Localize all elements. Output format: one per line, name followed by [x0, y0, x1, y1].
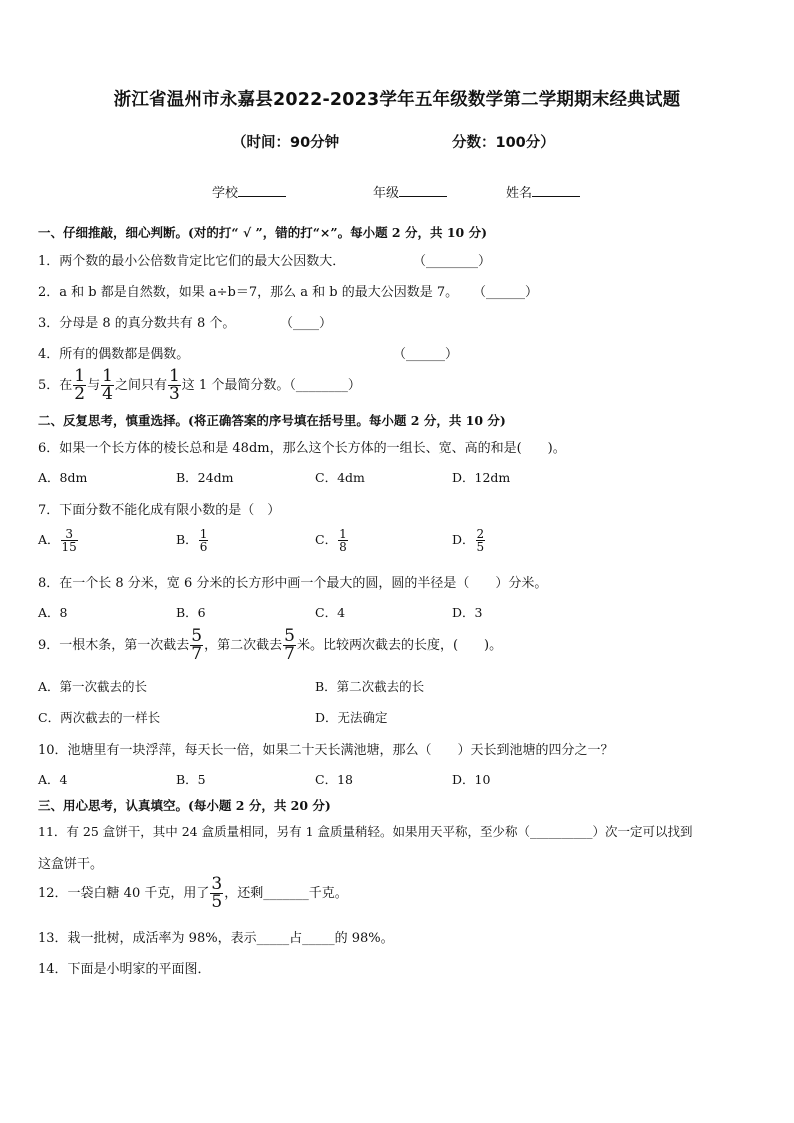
fraction-third: $\frac{1}{3}$	[168, 366, 180, 404]
q7-option-c: C． $\frac{1}{8}$	[315, 527, 347, 554]
q9-option-c: C．两次截去的一样长	[38, 710, 161, 725]
question-1: 1．两个数的最小公倍数肯定比它们的最大公因数大．	[38, 254, 346, 269]
q5-text-d: 这 1 个最简分数。（________）	[181, 378, 361, 393]
q9-option-a: A．第一次截去的长	[38, 679, 148, 694]
q10-option-c: C．18	[315, 772, 353, 787]
question-6: 6．如果一个长方体的棱长总和是 48dm，那么这个长方体的一组长、宽、高的和是( )。	[38, 441, 566, 456]
grade-label: 年级	[373, 186, 400, 201]
grade-blank	[399, 184, 447, 197]
fraction-5-7-b: $\frac{5}{7}$	[284, 626, 295, 664]
question-11-cont: 这盒饼干。	[38, 857, 104, 872]
school-field	[212, 182, 286, 201]
exam-score: 分数：100分）	[452, 135, 555, 151]
question-13: 13．栽一批树，成活率为 98%，表示_____占_____的 98%。	[38, 931, 394, 946]
fraction-1-8: $\frac{1}{8}$	[339, 527, 347, 554]
question-1-answer: （________）	[413, 254, 492, 269]
grade-field	[373, 182, 447, 201]
section-3-heading: 三、用心思考，认真填空。(每小题 2 分，共 20 分)	[38, 798, 331, 813]
question-10: 10．池塘里有一块浮萍，每天长一倍，如果二十天长满池塘，那么（ ）天长到池塘的四分之一？	[38, 743, 614, 758]
question-11: 11．有 25 盒饼干，其中 24 盒质量相同，另有 1 盒质量稍轻。如果用天平称，至少称（__________）次一定可以找到	[38, 824, 693, 839]
fraction-3-5: $\frac{3}{5}$	[211, 874, 223, 912]
q9-option-d: D．无法确定	[315, 710, 388, 725]
fraction-half: $\frac{1}{2}$	[74, 366, 86, 404]
q5-text-b: 与	[87, 378, 101, 393]
school-label: 学校	[212, 186, 239, 201]
question-9: 9．一根木条，第一次截去 $\frac{5}{7}$ ，第二次截去 $\frac{5}{7}$ 米。比较两次截去的长度，( )。	[38, 626, 503, 664]
fraction-quarter: $\frac{1}{4}$	[102, 366, 113, 404]
q7-option-b: B． $\frac{1}{6}$	[176, 527, 208, 554]
question-3-answer: （____）	[280, 316, 333, 331]
question-4: 4．所有的偶数都是偶数。	[38, 347, 190, 362]
question-7: 7．下面分数不能化成有限小数的是（ ）	[38, 503, 281, 518]
page-title: 浙江省温州市永嘉县2022-2023学年五年级数学第二学期期末经典试题	[113, 90, 681, 110]
exam-time: （时间：90分钟	[232, 135, 340, 151]
q8-option-c: C．4	[315, 605, 346, 620]
name-blank	[532, 184, 580, 197]
q5-text-c: 之间只有	[114, 378, 167, 393]
question-5	[38, 368, 361, 403]
question-12: 12．一袋白糖 40 千克，用了 $\frac{3}{5}$ ，还剩_______千克。	[38, 874, 348, 912]
question-3: 3．分母是 8 的真分数共有 8 个。	[38, 316, 236, 331]
q6-option-c: C．4dm	[315, 470, 365, 485]
q7-option-d: D． $\frac{2}{5}$	[452, 527, 485, 554]
q9-option-b: B．第二次截去的长	[315, 679, 425, 694]
section-2-heading: 二、反复思考，慎重选择。(将正确答案的序号填在括号里。每小题 2 分，共 10 分)	[38, 413, 506, 428]
fraction-5-7-a: $\frac{5}{7}$	[191, 626, 203, 664]
name-field	[506, 182, 580, 201]
q5-text-a: 5．在	[38, 378, 73, 393]
question-2: 2．a 和 b 都是自然数，如果 a÷b＝7，那么 a 和 b 的最大公因数是 7。	[38, 285, 459, 300]
q8-option-a: A．8	[38, 605, 68, 620]
fraction-1-6: $\frac{1}{6}$	[199, 527, 208, 554]
q8-option-b: B．6	[176, 605, 206, 620]
q10-option-a: A．4	[38, 772, 68, 787]
q6-option-a: A．8dm	[38, 470, 88, 485]
fraction-2-5: $\frac{2}{5}$	[476, 527, 485, 554]
question-14: 14．下面是小明家的平面图．	[38, 962, 211, 977]
question-2-answer: （______）	[473, 285, 539, 300]
school-blank	[238, 184, 286, 197]
section-1-heading: 一、仔细推敲，细心判断。(对的打“ √ ”，错的打“×”。每小题 2 分，共 10 分)	[38, 225, 487, 240]
question-4-answer: （______）	[393, 347, 459, 362]
q10-option-b: B．5	[176, 772, 206, 787]
q6-option-b: B．24dm	[176, 470, 234, 485]
name-label: 姓名	[506, 186, 533, 201]
fraction-3-15: $\frac{3}{15}$	[61, 527, 77, 554]
question-8: 8．在一个长 8 分米，宽 6 分米的长方形中画一个最大的圆，圆的半径是（ ）分米。	[38, 576, 548, 591]
q6-option-d: D．12dm	[452, 470, 511, 485]
q7-option-a: A． $\frac{3}{15}$	[38, 527, 77, 554]
q10-option-d: D．10	[452, 772, 491, 787]
q8-option-d: D．3	[452, 605, 483, 620]
